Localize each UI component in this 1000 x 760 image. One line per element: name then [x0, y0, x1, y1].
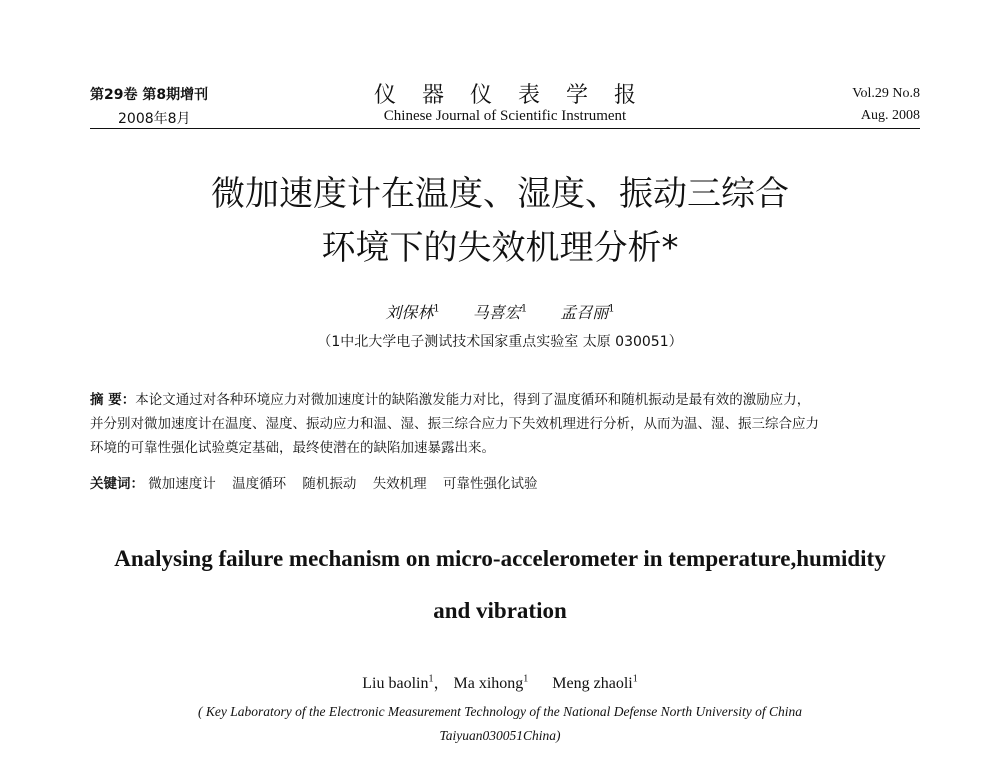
authors-cn	[0, 300, 1000, 323]
volume-issue-cn: 第29卷 第8期增刊	[90, 87, 209, 103]
author-en-sup: 1	[632, 673, 638, 685]
author-sup: 1	[433, 303, 440, 315]
author-en-sup: 1	[428, 673, 434, 685]
title-cn-line1: 微加速度计在温度、湿度、振动三综合	[211, 174, 789, 214]
author-cn	[560, 303, 614, 322]
abstract-line: 环境的可靠性强化试验奠定基础，最终使潜在的缺陷加速暴露出来。	[90, 440, 495, 456]
title-cn-line2: 环境下的失效机理分析*	[321, 228, 679, 268]
author-separator: ，	[433, 675, 450, 692]
keyword: 失效机理	[372, 476, 427, 492]
title-en-line2: and vibration	[433, 598, 567, 623]
header-rule	[90, 128, 920, 129]
keywords-label: 关键词：	[90, 476, 144, 492]
author-cn	[473, 303, 527, 322]
abstract-label: 摘 要：	[90, 392, 136, 408]
keyword: 温度循环	[232, 476, 287, 492]
author-name: 孟召丽	[560, 303, 609, 322]
keywords-cn	[90, 472, 920, 492]
author-name: 刘保林	[385, 303, 434, 322]
keyword: 可靠性强化试验	[442, 476, 538, 492]
abstract-text: 本论文通过对各种环境应力对微加速度计的缺陷激发能力对比，得到了温度循环和随机振动是最有效的激励应力，	[135, 392, 811, 408]
date-en: Aug. 2008	[860, 108, 920, 123]
journal-header	[90, 84, 920, 130]
affiliation-en-line1: ( Key Laboratory of the Electronic Measurement Technology of the National Defense North University of China	[197, 704, 803, 719]
affiliation-en-line2: Taiyuan030051China)	[439, 728, 561, 743]
authors-en	[0, 670, 1000, 693]
affiliation-cn: （1中北大学电子测试技术国家重点实验室 太原 030051）	[317, 334, 683, 350]
author-sup: 1	[520, 303, 528, 315]
title-en-line1: Analysing failure mechanism on micro-accelerometer in temperature,humidity	[114, 546, 886, 571]
date-cn: 2008年8月	[118, 111, 191, 127]
journal-name-en: Chinese Journal of Scientific Instrument	[383, 108, 627, 124]
volume-en: Vol.29 No.8	[852, 86, 920, 101]
author-sup: 1	[608, 303, 615, 315]
abstract-line: 并分别对微加速度计在温度、湿度、振动应力和温、湿、振三综合应力下失效机理进行分析，从而为温、湿、振三综合应力	[90, 416, 819, 432]
author-en: Liu baolin	[362, 675, 429, 692]
author-name: 马喜宏	[472, 303, 521, 322]
journal-name-cn: 仪器仪表学报	[373, 83, 662, 108]
author-en-sup: 1	[523, 673, 529, 685]
keyword: 随机振动	[302, 476, 357, 492]
author-cn	[385, 303, 439, 322]
abstract-cn	[90, 388, 920, 460]
abstract-line	[90, 388, 920, 412]
keyword: 微加速度计	[148, 476, 216, 492]
author-en: Ma xihong	[453, 675, 524, 692]
author-en: Meng zhaoli	[552, 675, 633, 692]
